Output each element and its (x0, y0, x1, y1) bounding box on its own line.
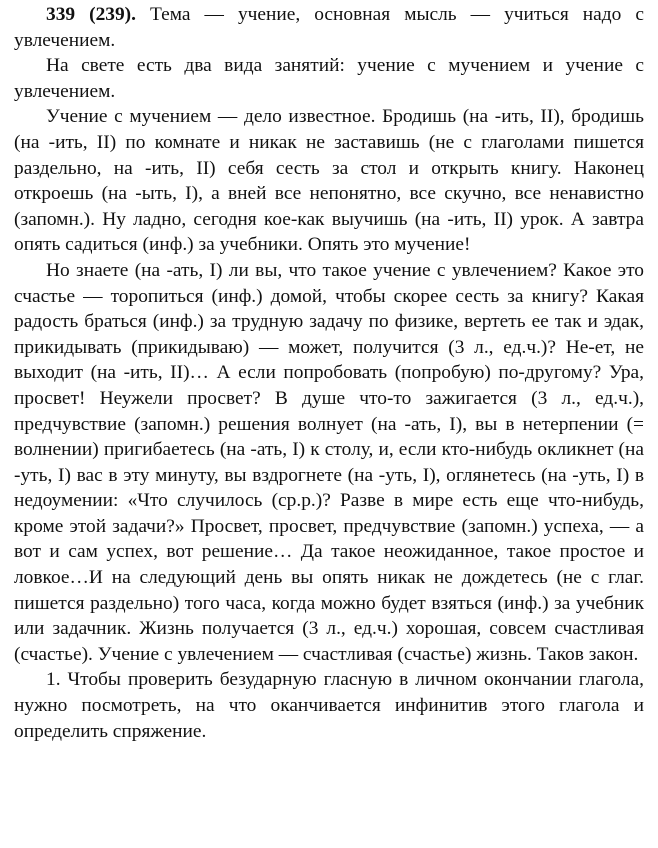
paragraph-intro: На свете есть два вида занятий: учение с мучением и учение с увлечением. (14, 55, 644, 102)
paragraph-suffering: Учение с мучением — дело известное. Бродишь (на -ить, II), бродишь (на -ить, II) по комнате и никак не заставишь (не с глаголами пишется раздельно, на -ить, II) себя сесть за стол и открыть книгу. Наконец откроешь (на -ыть, I), а вней все непонятно, все скучно, все ненавистно (запомн.). Ну ладно, сегодня кое-как выучишь (на -ить, II) урок. А завтра опять садиться (инф.) за учебники. Опять это мучение! (14, 106, 644, 256)
exercise-number: 339 (239). (46, 4, 136, 25)
exercise-header (14, 2, 644, 53)
grammar-note: 1. Чтобы проверить безударную гласную в личном окончании глагола, нужно посмотреть, на что оканчивается инфинитив этого глагола и определить спряжение. (14, 669, 644, 742)
paragraph-enthusiasm: Но знаете (на -ать, I) ли вы, что такое учение с увлечением? Какое это счастье — торопиться (инф.) домой, чтобы скорее сесть за книгу? Какая радость браться (инф.) за трудную задачу по физике, вертеть ее так и эдак, прикидывать (прикидываю) — может, получится (3 л., ед.ч.)? Не-ет, не выходит (на -ить, II)… А если попробовать (попробую) по-другому? Ура, просвет! Неужели просвет? В душе что-то зажигается (3 л., ед.ч.), предчувствие (запомн.) решения волнует (на -ать, I), вы в нетерпении (= волнении) пригибаетесь (на -ать, I) к столу, и, если кто-нибудь окликнет (на -уть, I) вас в эту минуту, вы вздрогнете (на -уть, I), оглянетесь (на -уть, I) в недоумении: «Что случилось (ср.р.)? Разве в мире есть еще что-нибудь, кроме этой задачи?» Просвет, просвет, предчувствие (запомн.) успеха, — а вот и сам успех, вот решение… Да такое неожиданное, такое простое и ловкое…И на следующий день вы опять никак не дождетесь (не с глаг. пишется раздельно) того часа, когда можно будет взяться (инф.) за учебник или задачник. Жизнь получается (3 л., ед.ч.) хорошая, совсем счастливая (счастье). Учение с увлечением — счастливая (счастье) жизнь. Таков закон. (14, 259, 644, 665)
exercise-topic: Тема — учение, основная мысль — учиться надо с увлечением. (14, 4, 644, 51)
